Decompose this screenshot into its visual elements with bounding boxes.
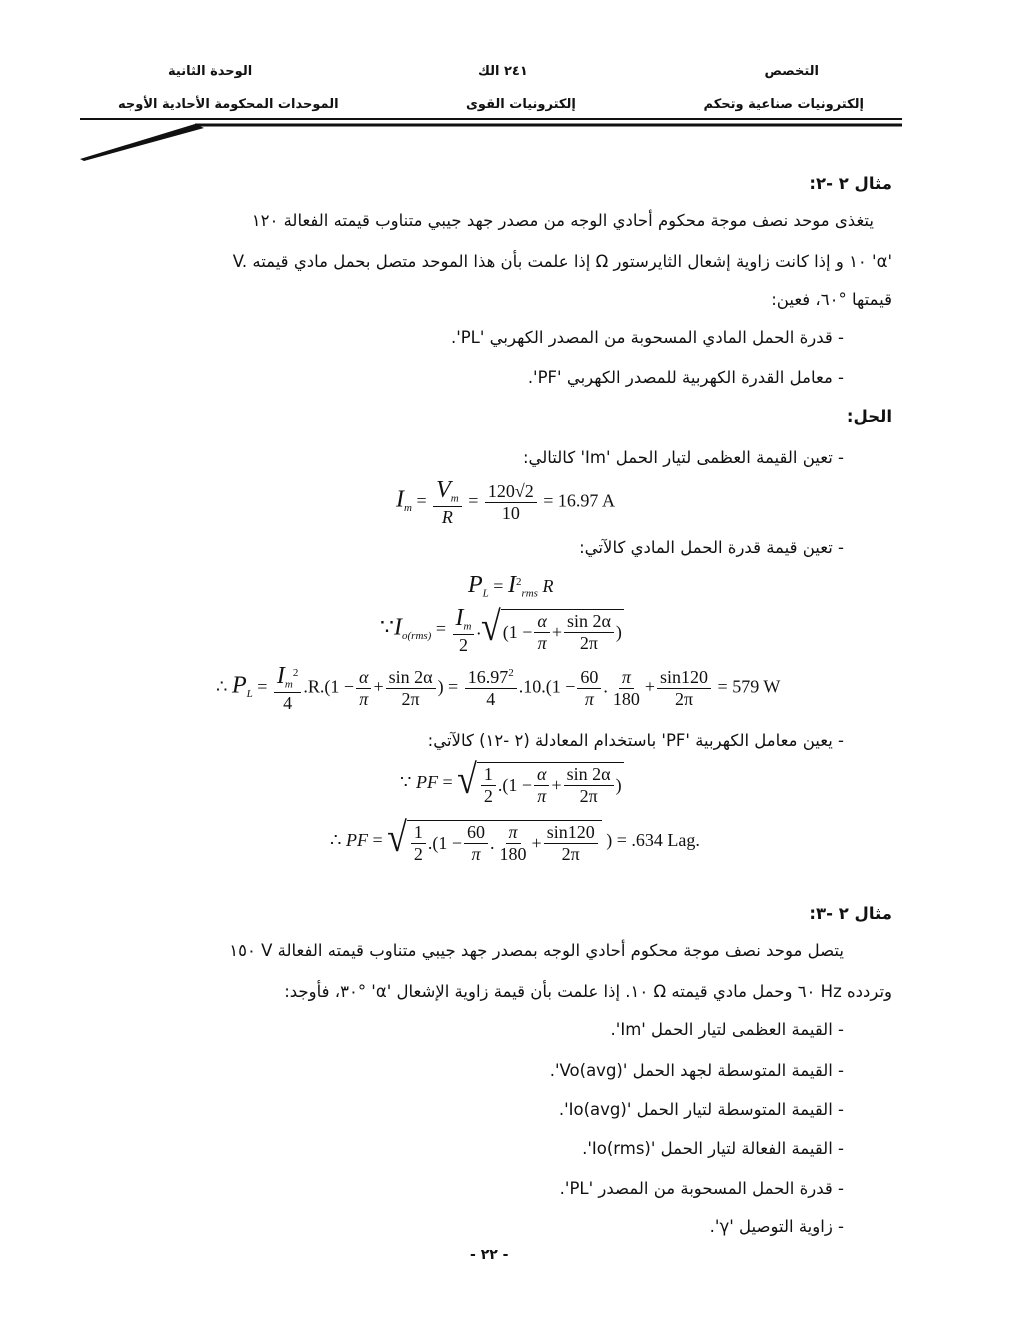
header-course-name: إلكترونيات القوى	[466, 97, 576, 112]
example1-item-power: - قدرة الحمل المادي المسحوبة من المصدر الكهربي 'PL'.	[450, 328, 844, 347]
example2-item-im: - القيمة العظمى لتيار الحمل 'Im'.	[610, 1020, 844, 1039]
example2-line2: وتردده Hz ٦٠ وحمل مادي قيمته Ω ١٠. إذا علمت بأن قيمة زاوية الإشعال 'α' °٣٠، فأوجد:	[284, 982, 892, 1001]
solution-heading: الحل:	[846, 407, 892, 426]
example1-line2: V. إذا علمت بأن هذا الموحد متصل بحمل مادي قيمته Ω ١٠ و إذا كانت زاوية إشعال الثايرستور 'α'	[232, 252, 892, 271]
equation-irms: $\because I_{o(rms)}$ = $\frac{I_m}{2}$ . √ (1 − $\frac{\alpha}{\pi}$ + $\frac{\sin 2\alpha}{2\pi}$ )	[380, 603, 622, 656]
example2-item-pl: - قدرة الحمل المسحوبة من المصدر 'PL'.	[559, 1179, 844, 1198]
example1-heading: مثال ٢ -٢:	[809, 174, 892, 193]
example1-line3: قيمتها °٦٠، فعين:	[771, 290, 892, 309]
example2-heading: مثال ٢ -٣:	[809, 904, 892, 923]
header-unit-label: الوحدة الثانية	[168, 64, 253, 79]
example2-item-vavg: - القيمة المتوسطة لجهد الحمل 'Vo(avg)'.	[549, 1061, 844, 1080]
example2-item-gamma: - زاوية التوصيل 'γ'.	[709, 1217, 844, 1236]
header-course-code: ٢٤١ الك	[478, 64, 528, 79]
equation-pl-result: ∴ $P_L$ = $\frac{I_m^2}{4}$ .R.(1 − $\frac{\alpha}{\pi}$ + $\frac{\sin 2\alpha}{2\pi}$ ) = $\frac{16.97^2}{4}$ .10.(1 − $\frac{60}{\pi}$ . $\frac{\pi}{180}$ + $\frac{\sin 120}{2\pi}$ = 579 W	[216, 663, 781, 714]
solution-step3: - يعين معامل الكهربية 'PF' باستخدام المعادلة (٢ -١٢) كالآتي:	[427, 731, 844, 750]
header-divider	[80, 115, 902, 165]
equation-pf: ∵ PF = √ $\frac{1}{2}$ .(1 − $\frac{\alpha}{\pi}$ + $\frac{\sin 2\alpha}{2\pi}$ )	[400, 756, 622, 806]
equation-pf-result: ∴ PF = √ $\frac{1}{2}$ .(1 − $\frac{60}{\pi}$ . $\frac{\pi}{180}$ + $\frac{\sin 120}{2\pi}$ ) = .634 Lag.	[330, 814, 700, 864]
example2-item-irms: - القيمة الفعالة لتيار الحمل 'Io(rms)'.	[582, 1139, 844, 1158]
header-specialty-value: إلكترونيات صناعية وتحكم	[703, 97, 864, 112]
example2-line1: يتصل موحد نصف موجة محكوم أحادي الوجه بمصدر جهد جيبي متناوب قيمته الفعالة V ١٥٠	[229, 941, 844, 960]
solution-step2: - تعين قيمة قدرة الحمل المادي كالآتي:	[579, 538, 844, 557]
example1-line1: يتغذى موحد نصف موجة محكوم أحادي الوجه من مصدر جهد جيبي متناوب قيمته الفعالة ١٢٠	[251, 211, 874, 230]
header-specialty-label: التخصص	[764, 64, 819, 79]
example2-item-iavg: - القيمة المتوسطة لتيار الحمل 'Io(avg)'.	[558, 1100, 844, 1119]
equation-pl: $P_L = I^2_{rms}$ R	[468, 572, 554, 600]
example1-item-pf: - معامل القدرة الكهربية للمصدر الكهربي 'PF'.	[527, 368, 844, 387]
header-unit-name: الموحدات المحكومة الأحادية الأوجه	[118, 97, 339, 112]
solution-step1: - تعين القيمة العظمى لتيار الحمل 'Im' كالتالي:	[522, 448, 844, 467]
page-number: - ٢٢ -	[470, 1247, 509, 1263]
equation-im: $I_m$ = $\frac{V_m}{R}$ = $\frac{120√2}{10}$ = 16.97 A	[396, 477, 615, 528]
